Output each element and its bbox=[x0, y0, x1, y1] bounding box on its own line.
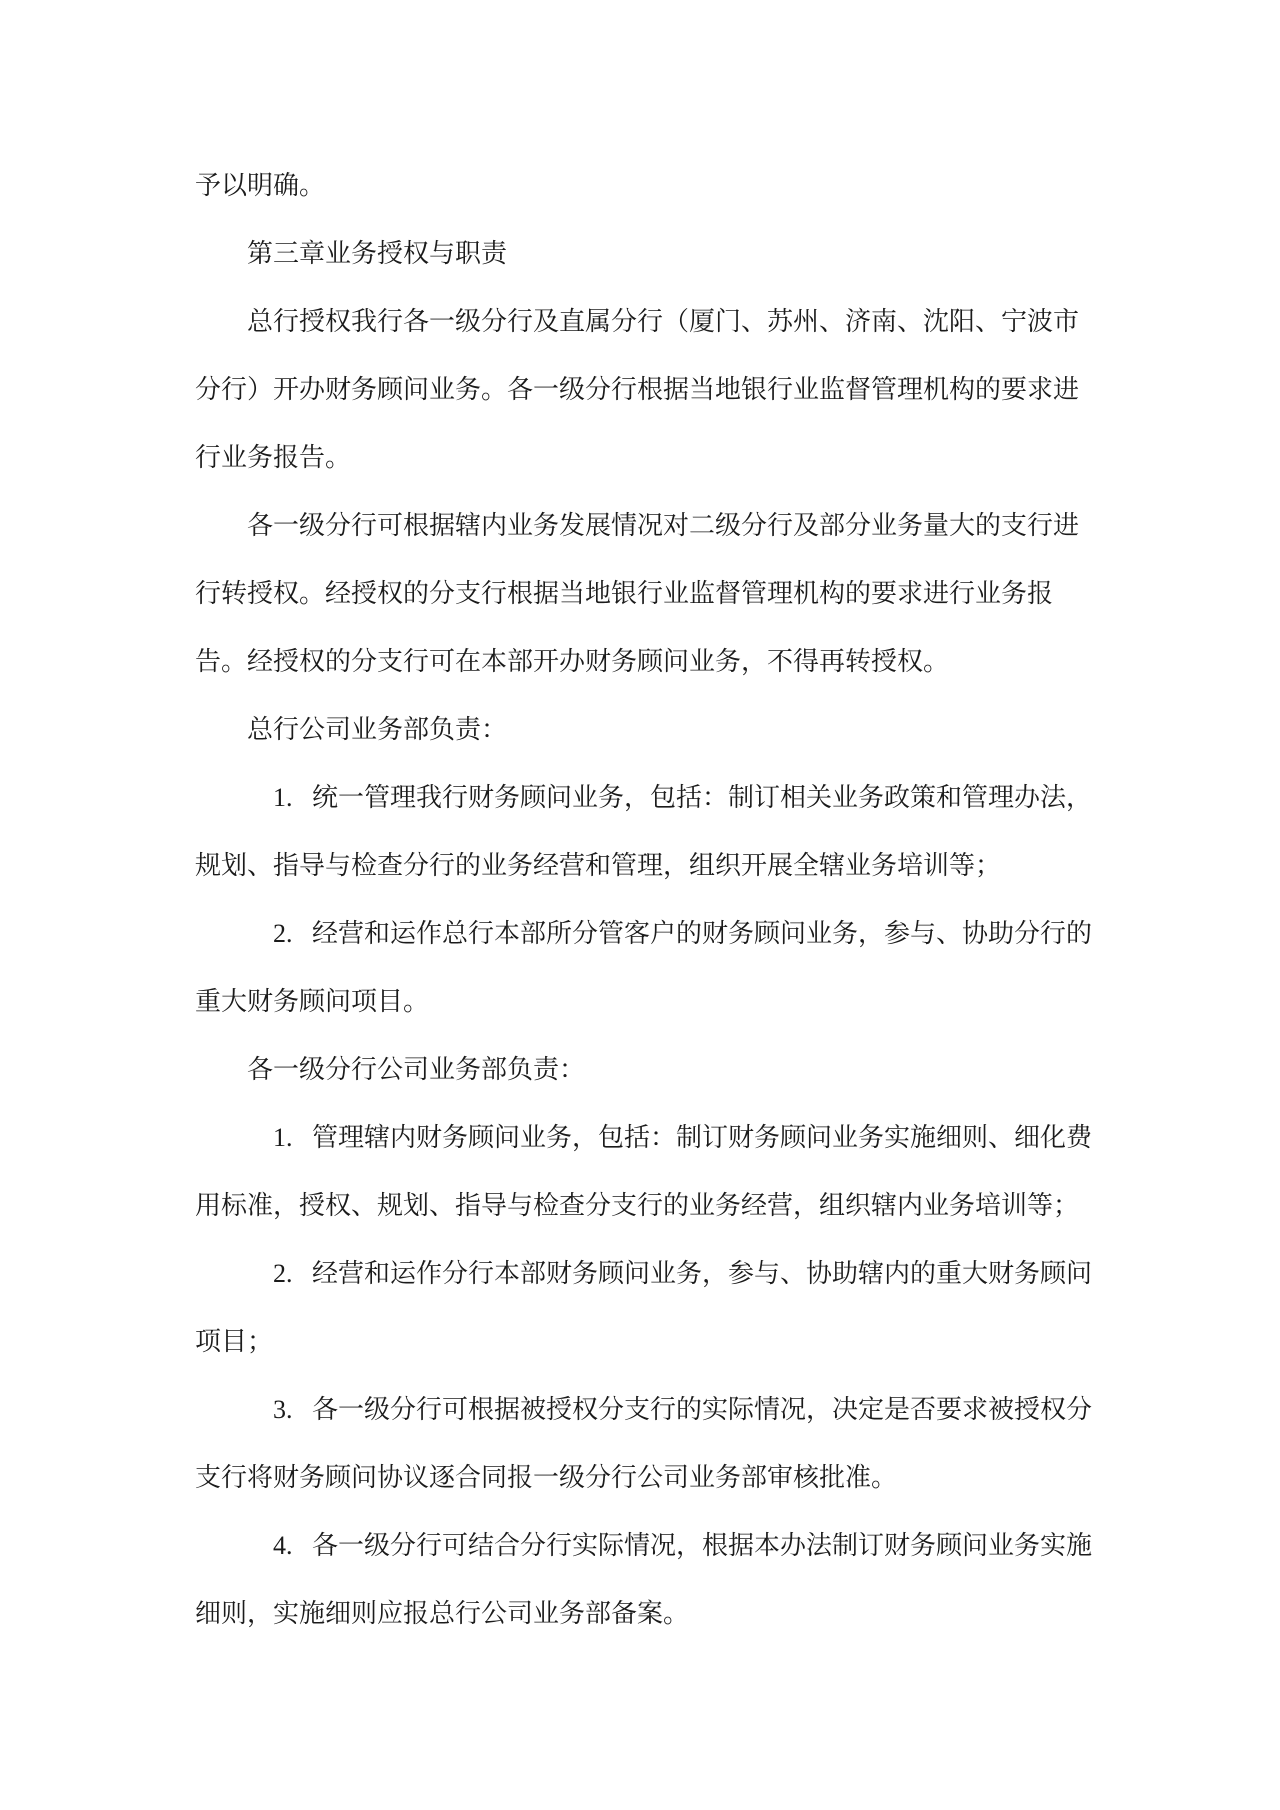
continuation-text: 予以明确。 bbox=[195, 171, 326, 200]
list-item-number: 3. bbox=[273, 1395, 293, 1424]
paragraph-head-office-authorization: 总行授权我行各一级分行及直属分行（厦门、苏州、济南、沈阳、宁波市分行）开办财务顾问业务。各一级分行根据当地银行业监督管理机构的要求进行业务报告。 bbox=[195, 307, 1080, 472]
document-body bbox=[195, 152, 1099, 1648]
list-item-number: 2. bbox=[273, 1259, 293, 1288]
list-item-branch-4 bbox=[195, 1512, 1099, 1648]
paragraph-sub-authorization: 各一级分行可根据辖内业务发展情况对二级分行及部分业务量大的支行进行转授权。经授权的分支行根据当地银行业监督管理机构的要求进行业务报告。经授权的分支行可在本部开办财务顾问业务，不得再转授权。 bbox=[195, 511, 1080, 676]
list-item-number: 1. bbox=[273, 1123, 293, 1152]
list-item-text: 经营和运作总行本部所分管客户的财务顾问业务，参与、协助分行的重大财务顾问项目。 bbox=[195, 919, 1093, 1016]
list-item-branch-1 bbox=[195, 1104, 1099, 1240]
paragraph-branch-duties-intro: 各一级分行公司业务部负责： bbox=[247, 1055, 586, 1084]
list-item-head-office-2 bbox=[195, 900, 1099, 1036]
list-item-number: 2. bbox=[273, 919, 293, 948]
list-item-text: 各一级分行可根据被授权分支行的实际情况，决定是否要求被授权分支行将财务顾问协议逐合同报一级分行公司业务部审核批准。 bbox=[195, 1395, 1093, 1492]
list-item-number: 1. bbox=[273, 783, 293, 812]
chapter-heading: 第三章业务授权与职责 bbox=[247, 239, 508, 268]
list-item-number: 4. bbox=[273, 1531, 293, 1560]
list-item-branch-3 bbox=[195, 1376, 1099, 1512]
list-item-text: 管理辖内财务顾问业务，包括：制订财务顾问业务实施细则、细化费用标准，授权、规划、指导与检查分支行的业务经营，组织辖内业务培训等； bbox=[195, 1123, 1093, 1220]
list-item-branch-2 bbox=[195, 1240, 1099, 1376]
paragraph-head-office-duties-intro: 总行公司业务部负责： bbox=[247, 715, 508, 744]
list-item-text: 各一级分行可结合分行实际情况，根据本办法制订财务顾问业务实施细则，实施细则应报总行公司业务部备案。 bbox=[195, 1531, 1093, 1628]
list-item-head-office-1 bbox=[195, 764, 1099, 900]
list-item-text: 经营和运作分行本部财务顾问业务，参与、协助辖内的重大财务顾问项目； bbox=[195, 1259, 1093, 1356]
list-item-text: 统一管理我行财务顾问业务，包括：制订相关业务政策和管理办法，规划、指导与检查分行的业务经营和管理，组织开展全辖业务培训等； bbox=[195, 783, 1093, 880]
